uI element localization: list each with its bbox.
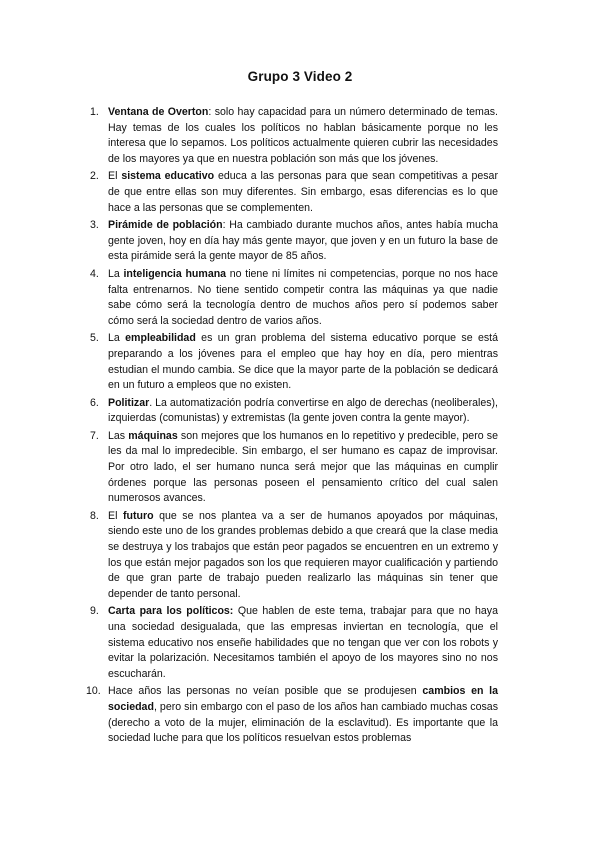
item-body-text: no tiene ni límites ni competencias, porque no nos hace falta entrenarnos. No tiene sentido competir contra las máquinas ya que nadie sabe cómo será la tecnología dentro de muchos años pero sí podemos saber cómo será la sociedad dentro de varios años. — [108, 267, 498, 327]
list-item-2 — [92, 169, 498, 216]
item-pre-text: Hace años las personas no veían posible que se produjesen — [108, 685, 423, 698]
item-body-text: es un gran problema del sistema educativo porque se está preparando a los jóvenes para el empleo que hay hoy en día, pero mientras estudian el mundo cambia. Se dice que la mayor parte de la población se dedicará en un futuro a empleos que no existen. — [108, 332, 498, 392]
item-key-term: futuro — [122, 509, 154, 522]
item-key-term: sistema educativo — [121, 170, 215, 183]
item-body-text: . La automatización podría convertirse en algo de derechas (neoliberales), izquierdas (comunistas) y extremistas (la gente joven contra la gente mayor). — [108, 396, 498, 425]
item-number: 6. — [90, 396, 99, 409]
list-item-10 — [86, 684, 498, 746]
item-body-text: educa a las personas para que sean competitivas a pesar de que entre ellas son muy diferentes. Sin embargo, esas diferencias es lo que hace a las personas que se complementen. — [108, 170, 498, 214]
list-item-6 — [92, 396, 498, 427]
item-key-term: Politizar — [108, 396, 150, 409]
item-number: 7. — [90, 429, 99, 442]
list-item-9 — [92, 604, 498, 682]
item-pre-text: Las — [108, 429, 129, 442]
item-number: 8. — [90, 509, 99, 522]
item-number: 10. — [86, 685, 101, 698]
item-key-term: Carta para los políticos: — [108, 605, 234, 618]
item-number: 4. — [90, 267, 99, 280]
item-number: 9. — [90, 605, 99, 618]
item-body-text: son mejores que los humanos en lo repetitivo y predecible, pero se les da mal lo impredecible. Sin embargo, el ser humano es capaz de improvisar. Por otro lado, el ser humano nunca será mejor que las máquinas en cumplir órdenes porque las personas poseen el pensamiento crítico del cual salen numerosos avances. — [108, 429, 498, 505]
item-key-term: empleabilidad — [125, 332, 196, 345]
item-body-text: que se nos plantea va a ser de humanos apoyados por máquinas, siendo este uno de los grandes problemas debido a que creará que la clase media se destruya y los trabajos que están peor pagados se encuentren en un extremo y los que están mejor pagados son los que requieren mayor cualificación y partiendo de que gran parte de trabajo pueden realizarlo las máquinas sin tener que depender de tanto personal. — [108, 509, 498, 600]
list-item-3 — [92, 218, 498, 265]
item-number: 2. — [90, 170, 99, 183]
item-body-text: : solo hay capacidad para un número determinado de temas. Hay temas de los cuales los políticos no hablan básicamente porque no les interesa que lo sepamos. Los políticos actualmente quieren cubrir las necesidades de los mayores ya que en nuestra población son más que los jóvenes. — [108, 106, 498, 165]
item-body-text: , pero sin embargo con el paso de los años han cambiado muchas cosas (derecho a voto de la mujer, eliminación de la esclavitud). Es importante que la sociedad luche para que los políticos resuelvan estos problemas — [108, 700, 498, 745]
item-pre-text: La — [108, 267, 124, 280]
item-pre-text: El — [108, 170, 122, 183]
list-item-8 — [92, 509, 498, 603]
numbered-list — [86, 105, 498, 749]
item-key-term: máquinas — [128, 429, 178, 442]
item-key-term: cambios en la sociedad — [108, 685, 498, 713]
item-key-term: Pirámide de población — [108, 219, 223, 232]
item-number: 3. — [90, 219, 99, 232]
list-item-4 — [92, 267, 498, 329]
list-item-1 — [92, 105, 498, 167]
item-pre-text: El — [108, 509, 123, 522]
item-key-term: Ventana de Overton — [108, 106, 209, 118]
item-pre-text: La — [108, 332, 126, 345]
item-body-text: : Ha cambiado durante muchos años, antes había mucha gente joven, hoy en día hay más gente mayor, que joven y en un futuro la base de esta pirámide será la gente mayor de 85 años. — [108, 219, 498, 263]
list-item-5 — [92, 331, 498, 393]
document-title: Grupo 3 Video 2 — [247, 69, 353, 84]
item-key-term: inteligencia humana — [123, 267, 227, 280]
item-number: 5. — [90, 332, 99, 345]
item-body-text: Que hablen de este tema, trabajar para que no haya una sociedad desigualada, que las empresas inviertan en tecnología, que el sistema educativo nos enseñe habilidades que no tengan que ver con los robots y evitar la polarización. Necesitamos también el apoyo de los mayores sino no nos escucharán. — [108, 605, 498, 680]
item-number: 1. — [90, 106, 99, 118]
list-item-7 — [92, 429, 498, 507]
